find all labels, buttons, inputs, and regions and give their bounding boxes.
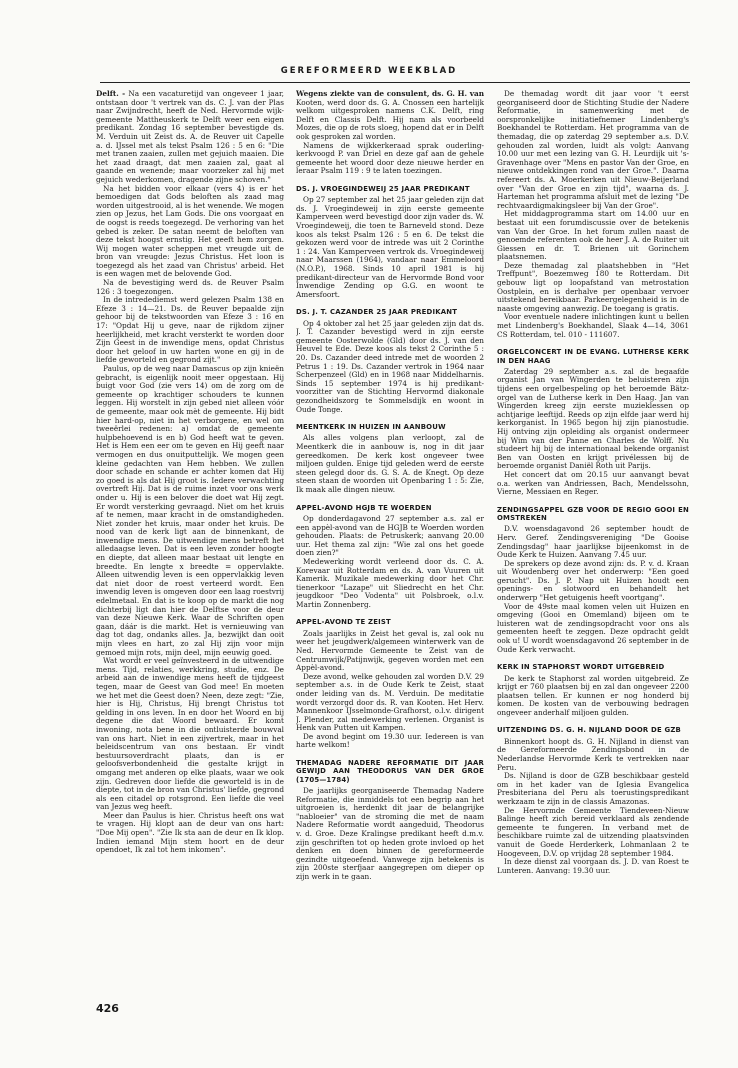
- paragraph: Wegens ziekte van de consulent, ds. G. H. van Kooten, werd door ds. G. A. Cnossen een hartelijk welkom uitgesproken namens C.K. Delft, ring Delft en Classis Delft. Hij nam als voorbeeld Mozes, die op de rots sloeg, hopend dat er in Delft ook gesproken zal worden.: [296, 90, 484, 141]
- paragraph: Op donderdagavond 27 september a.s. zal er een appèl-avond van de HGJB te Woerden worden gehouden. Plaats: de Petruskerk; aanvang 20.00 uur. Het thema zal zijn: "Wie zal ons het goede doen zien?": [296, 513, 484, 558]
- paragraph: Meer dan Paulus is hier. Christus heeft ons wat te vragen. Hij klopt aan de deur van ons hart: "Doe Mij open". "Zie Ik sta aan de deur en Ik klop. Indien iemand Mijn stem hoort en de deur opendoet, Ik zal tot hem inkomen".: [96, 810, 284, 855]
- paragraph: De themadag wordt dit jaar voor 't eerst georganiseerd door de Stichting Studie der Nadere Reformatie, in samenwerking met de oorspronkelijke initiatiefnemer Lindenberg's Boekhandel te Rotterdam. Het programma van de themadag, die op zaterdag 29 september a.s. D.V. gehouden zal worden, luidt als volgt: Aanvang 10.00 uur met een lezing van G. H. Leurdijk uit 's-Gravenhage over "Mens en pastor Van der Groe, en nieuwe ontdekkingen rond van der Groe.". Daarna refereert ds. A. Moerkerken uit Nieuw-Beijerland over "Van der Groe en zijn tijd", waarna ds. J. Harteman het programma afsluit met de lezing "De rechtvaardigmakingsleer bij Van der Groe".: [497, 90, 689, 210]
- column-3: [497, 90, 689, 1002]
- paragraph: Als alles volgens plan verloopt, zal de Meentkerk die in aanbouw is, nog in dit jaar gereedkomen. De kerk kost ongeveer twee miljoen gulden. Enige tijd geleden werd de eerste steen gelegd door ds. G. S. A. de Knegt. Op deze steen staan de woorden uit Openbaring 1 : 5: Zie, Ik maak alle dingen nieuw.: [296, 433, 484, 495]
- paragraph: Op 4 oktober zal het 25 jaar geleden zijn dat ds. J. T. Cazander bevestigd werd in zijn eerste gemeente Oosterwolde (Gld) door ds. J. van den Heuvel te Ede. Deze koos als tekst 2 Corinthe 5 : 20. Ds. Cazander deed intrede met de woorden 2 Petrus 1 : 19. Ds. Cazander vertrok in 1964 naar Scherpenzeel (Gld) en in 1968 naar Middelharnis. Sinds 15 september 1974 is hij predikant-voorzitter van de Stichting Hervormd diakonale gezondheidszorg te Sommelsdijk en woont in Oude Tonge.: [296, 318, 484, 414]
- section-heading: DS. J. T. CAZANDER 25 JAAR PREDIKANT: [296, 308, 458, 317]
- section-heading: KERK IN STAPHORST WORDT UITGEBREID: [497, 663, 665, 672]
- section-heading: UITZENDING DS. G. H. NIJLAND DOOR DE GZB: [497, 726, 681, 735]
- paragraph: Deze avond, welke gehouden zal worden D.V. 29 september a.s. in de Oude Kerk te Zeist, staat onder leiding van ds. M. Verduin. De meditatie wordt verzorgd door ds. R. van Kooten. Het Herv. Mannenkoor IJsselmonde-Grafhorst, o.l.v. dirigent J. Plender, zal medewerking verlenen. Organist is Henk van Putten uit Kampen.: [296, 671, 484, 733]
- section-heading: APPEL-AVOND TE ZEIST: [296, 618, 391, 627]
- paragraph: Paulus, op de weg naar Damascus op zijn knieën gebracht, is eigenlijk nooit meer opgestaan. Hij buigt voor God (zie vers 14) om de zorg om de gemeente op krachtiger schouders te kunnen leggen. Hij worstelt in zijn gebed niet alleen vóór de gemeente, maar ook mèt de gemeente. Hij bidt hier hard-op, niet in het verborgene, en wel om tweeërlei redenen: a) omdat de gemeente hulpbehoevend is en b) God heeft wat te geven. Het is Hem een eer om te geven en Hij geeft naar vermogen en dus onuitputtelijk. We mogen geen kleine gedachten van Hem hebben. We zullen door schade en schande er achter komen dat Hij zo goed is als dat Hij groot is. Iedere verwachting overtreft Hij. Dat is de ruime inzet voor ons werk onder u. Hij is een belover die doet wat Hij zegt. Er wordt versterking gevraagd. Niet om het kruis af te nemen, maar kracht in de omstandigheden. Niet zonder het kruis, maar onder het kruis. De nood van de kerk ligt aan de binnenkant, de inwendige mens. De uitwendige mens betreft het alledaagse leven. Dat is een leven zonder hoogte en diepte, dat alleen maar bestaat uit lengte en breedte. En lengte x breedte = oppervlakte. Alleen uitwendig leven is een oppervlakkig leven dat niet door de roest verteerd wordt. Een inwendig leven is omgeven door een laag roestvrij edelmetaal. En dat is te koop op de markt die nog dichterbij ligt dan hier de Delftse voor de deur van deze Nieuwe Kerk. Waar de Schriften open gaan, dáár is die markt. Het is vernieuwing van dag tot dag, ondanks alles. Ja, bezwijkt dan ooit mijn vlees en hart, zo zal Hij zijn voor mijn gemoed mijn rots, mijn deel, mijn eeuwig goed.: [96, 364, 284, 657]
- paragraph: Zoals jaarlijks in Zeist het geval is, zal ook nu weer het jeugdwerk/algemeen winterwerk van de Ned. Hervormde Gemeente te Zeist van de Centrumwijk/Patijnwijk, gegeven worden met een Appèl-avond.: [296, 628, 484, 673]
- paragraph: Zaterdag 29 september a.s. zal de begaafde organist Jan van Wingerden te beluisteren zijn tijdens een orgelbespeling op het beroemde Bätz-orgel van de Lutherse kerk in Den Haag. Jan van Wingerden kreeg zijn eerste muzieklessen op achtjarige leeftijd. Reeds op zijn elfde jaar werd hij kerkorganist. In 1965 begon hij zijn pianostudie. Hij ontving zijn opleiding als organist ondermeer bij Wim van der Panne en Charles de Wolff. Nu studeert hij bij de internationaal bekende organist Ben van Oosten en krijgt privélessen bij de beroemde organist Daniël Roth uit Parijs.: [497, 366, 689, 471]
- paragraph: Op 27 september zal het 25 jaar geleden zijn dat ds. J. Vroegindeweij in zijn eerste gemeente Kamperveen werd bevestigd door zijn vader ds. W. Vroegindeweij, die toen te Barneveld stond. Deze koos als tekst Psalm 126 : 5 en 6. De tekst die gekozen werd voor de intrede was uit 2 Corinthe 1 : 24. Van Kamperveen vertrok ds. Vroegindeweij naar Maarssen (1964), vandaar naar Emmeloord (N.O.P.), 1968. Sinds 10 april 1981 is hij predikant-directeur van de Hervormde Bond voor Inwendige Zending op G.G. en woont te Amersfoort.: [296, 195, 484, 299]
- paragraph: Voor de 49ste maal komen velen uit Huizen en omgeving (Gooi en Omemland) bijeen om te luisteren wat de zendingsopdracht voor ons als gemeenten heeft te zeggen. Deze opdracht geldt ook u! U wordt woensdagavond 26 september in de Oude Kerk verwacht.: [497, 601, 689, 654]
- article-delft: Delft. - Na een vacaturetijd van ongeveer 1 jaar, ontstaan door 't vertrek van ds. C. J. van der Plas naar Zwijndrecht, heeft de Ned. Hervormde wijk-gemeente Mattheuskerk te Delft weer een eigen predikant. Zondag 16 september bevestigde ds. M. Verduin uit Zeist ds. A. de Reuver uit Capelle a. d. IJssel met als tekst Psalm 126 : 5 en 6: "Die met tranen zaaien, zullen met gejuich maaien. Die het zaad draagt, dat men zaaien zal, gaat al gaande en wenende; maar voorzeker zal hij met gejuich wederkomen, dragende zijne schoven.": [96, 90, 284, 184]
- column-1: [96, 90, 284, 1002]
- paragraph: In deze dienst zal voorgaan ds. J. D. van Roest te Lunteren. Aanvang: 19.30 uur.: [497, 857, 689, 875]
- paragraph: Medewerking wordt verleend door ds. C. A. Korevaar uit Rotterdam en ds. A. van Vuuren uit Kamerik. Muzikale medewerking door het Chr. tienerkoor "Lazape" uit Sliedrecht en het Chr. jeugdkoor "Deo Vodenta" uit Polsbroek, o.l.v. Martin Zonnenberg.: [296, 556, 484, 609]
- paragraph: D.V. woensdagavond 26 september houdt de Herv. Geref. Zendingsvereniging "De Gooise Zendingsdag" haar jaarlijkse bijeenkomst in de Oude Kerk te Huizen. Aanvang 7.45 uur.: [497, 524, 689, 560]
- paragraph: Het middagprogramma start om 14.00 uur en bestaat uit een forumdiscussie over de betekenis van Van der Groe. In het forum zullen naast de genoemde referenten ook de heer J. A. de Ruiter uit Giessen en dr. T. Brienen uit Gorinchem plaatsnemen.: [497, 209, 689, 262]
- paragraph: Na het bidden voor elkaar (vers 4) is er het bemoedigen dat Gods beloften als zaad mag worden uitgestrooid, al is het wenende. We mogen zien op Jezus, het Lam Gods. Die ons voorgaat en de oogst is reeds toegezegd. De verhoring van het gebed is zeker. De satan neemt de beloften van deze tekst hoogst ernstig. Het geeft hem zorgen. Wij mogen water scheppen met vreugde uit de bron van vreugde: Jezus Christus. Het loon is toegezegd als het zaad van Christus' arbeid. Het is een wagen met de belovende God.: [96, 183, 284, 279]
- paragraph: De Hervormde Gemeente Tiendeveen-Nieuw Balinge heeft zich bereid verklaard als zendende gemeente te fungeren. In verband met de beschikbare ruimte zal de uitzending plaatsvinden vanuit de Goede Herderkerk, Lohmanlaan 2 te Hoogeveen, D.V. op vrijdag 28 september 1984.: [497, 805, 689, 858]
- paragraph: In de intredediemst werd gelezen Psalm 138 en Efeze 3 : 14—21. Ds. de Reuver bepaalde zijn gehoor bij de tekstwoorden van Efeze 3 : 16 en 17: "Opdat Hij u geve, naar de rijkdom zijner heerlijkheid, met kracht versterkt te worden door Zijn Geest in de inwendige mens, opdat Christus door het geloof in uw harten wone en gij in de liefde geworteld en gegrond zijt.": [96, 295, 284, 365]
- paragraph: De sprekers op deze avond zijn: ds. P. v. d. Kraan uit Woudenberg over het onderwerp: "Een goed gerucht". Ds. J. P. Nap uit Huizen houdt een openings- en slotwoord en behandelt het onderwerp "Het getuigenis heeft voortgang".: [497, 558, 689, 603]
- section-heading: APPEL-AVOND HGJB TE WOERDEN: [296, 503, 432, 512]
- paragraph: Het concert dat om 20.15 uur aanvangt bevat o.a. werken van Andriessen, Bach, Mendelssohn, Vierne, Messiaen en Reger.: [497, 469, 689, 497]
- paragraph: De avond begint om 19.30 uur. Iedereen is van harte welkom!: [296, 731, 484, 750]
- paragraph: Deze themadag zal plaatshebben in "Het Treffpunt", Boezemweg 180 te Rotterdam. Dit gebouw ligt op loopafstand van metrostation Oostplein, en is derhalve per openbaar vervoer uitstekend bereikbaar. Parkeergelegenheid is in de naaste omgeving aanwezig. De toegang is gratis.: [497, 260, 689, 313]
- section-heading: MEENTKERK IN HUIZEN IN AANBOUW: [296, 423, 446, 432]
- header-rule: [100, 82, 690, 83]
- page-header: GEREFORMEERD WEEKBLAD: [280, 66, 458, 76]
- section-heading: ORGELCONCERT IN DE EVANG. LUTHERSE KERK IN DEN HAAG: [497, 348, 689, 365]
- section-heading: DS. J. VROEGINDEWEIJ 25 JAAR PREDIKANT: [296, 184, 470, 193]
- dateline: Delft. -: [96, 90, 126, 98]
- paragraph: Namens de wijkkerkeraad sprak ouderling-kerkvoogd P. van Driel en deze gaf aan de gehele gemeente het woord door deze nieuwe herder en leraar Psalm 119 : 9 te laten toezingen.: [296, 140, 484, 176]
- paragraph: Binnenkort hoopt ds. G. H. Nijland in dienst van de Gereformeerde Zendingsbond in de Nederlandse Hervormde Kerk te vertrekken naar Peru.: [497, 736, 689, 772]
- section-heading: ZENDINGSAPPEL GZB VOOR DE REGIO GOOI EN OMSTREKEN: [497, 505, 689, 523]
- paragraph: De jaarlijks georganiseerde Themadag Nadere Reformatie, die inmiddels tot een begrip aan het uitgroeien is, herdenkt dit jaar de belangrijke "nabloeier" van de stroming die met de naam Nadere Reformatie wordt aangeduid, Theodorus v. d. Groe. Deze Kralingse predikant heeft d.m.v. zijn geschriften tot op heden grote invloed op het denken en doen binnen de gereformeerde gezindte uitgeoefend. Vanwege zijn betekenis is zijn 200ste sterfjaar aangegrepen om dieper op zijn werk in te gaan.: [296, 785, 484, 881]
- column-2: [296, 90, 484, 1002]
- paragraph: Na de bevestiging werd ds. de Reuver Psalm 126 : 3 toegezongen.: [96, 278, 284, 296]
- paragraph: Voor eventuele nadere inlichtingen kunt u bellen met Lindenberg's Boekhandel, Slaak 4—14, 3061 CS Rotterdam, tel. 010 - 111607.: [497, 312, 689, 339]
- section-heading: THEMADAG NADERE REFORMATIE DIT JAAR GEWIJD AAN THEODORUS VAN DER GROE (1705—1784): [296, 759, 484, 784]
- paragraph: Ds. Nijland is door de GZB beschikbaar gesteld om in het kader van de Iglesia Evangelica Presbiteriana del Peru als toerustingspredikant werkzaam te zijn in de classis Amazonas.: [497, 771, 689, 806]
- paragraph: De kerk te Staphorst zal worden uitgebreid. Ze krijgt er 760 plaatsen bij en zal dan ongeveer 2200 plaatsen tellen. Er kunnen er nog honderd bij komen. De kosten van de verbouwing bedragen ongeveer anderhalf miljoen gulden.: [497, 673, 689, 717]
- page-number: 426: [96, 1002, 119, 1015]
- paragraph: Wat wordt er veel geïnvesteerd in de uitwendige mens. Tijd, relaties, werkkring, studie, enz. De arbeid aan de inwendige mens heeft de tijdgeest tegen, maar de Geest van God mee! En moeten we het met die Geest doen? Neen, deze zegt: "Zie, hier is Hij, Christus, Hij brengt Christus tot gelding in ons leven. In en door het Woord en bij degene die dat Woord bewaard. Er komt inwoning, nota bene in die ontluisterde bouwval van ons hart. Niet in een zijvertrek, maar in het beleidscentrum van ons bestaan. Er vindt bestuursoverdracht plaats, dan is er geloofsverbondenheid die gestalte krijgt in omgang met anderen op elke plaats, waar we ook zijn. Gedreven door liefde die geworteld is in de diepte, tot in de bron van Christus' liefde, gegrond als een citadel op rotsgrond. Een liefde die veel van Jezus weg heeft.: [96, 656, 284, 812]
